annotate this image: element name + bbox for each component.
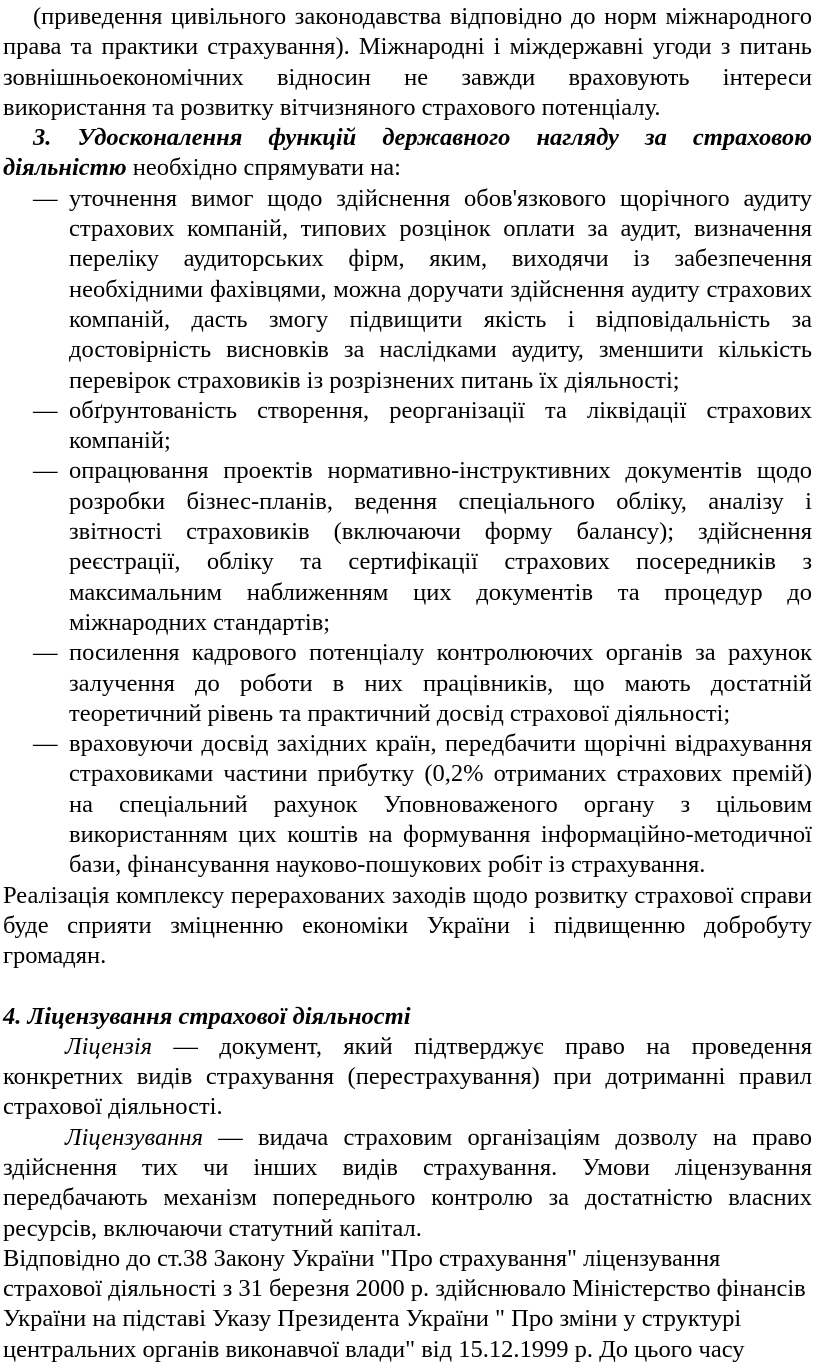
licence-definition-text: — документ, який підтверджує право на проведення конкретних видів страхування (перестрахування) при дотриманні правил страхової діяльності. [3, 1032, 812, 1121]
list-item-text: посилення кадрового потенціалу контролюючих органів за рахунок залучення до роботи в них працівників, що мають достатній теоретичний рівень та практичний досвід страхової діяльності; [69, 639, 812, 727]
law-reference [3, 1244, 812, 1365]
list-item [3, 638, 812, 729]
section3-lead: необхідно спрямувати на: [126, 154, 401, 182]
section4-heading: 4. Ліцензування страхової діяльності [3, 1002, 411, 1030]
dash-marker: — [33, 639, 58, 667]
licensing-definition-text: — видача страховим організаціям дозволу на право здійснення тих чи інших видів страхування. Умови ліцензування передбачають механізм попереднього контролю за достатністю власних ресурсів, включаючи статутний капітал. [3, 1123, 812, 1242]
list-item-text: враховуючи досвід західних країн, передбачити щорічні відрахування страховиками частини прибутку (0,2% отриманих страхових премій) на спеціальний рахунок Уповноваженого органу з цільовим використанням цих коштів на формування інформаційно-методичної бази, фінансування науково-пошукових робіт із страхування. [69, 730, 812, 879]
dash-marker: — [33, 396, 58, 424]
list-item-text: опрацювання проектів нормативно-інструктивних документів щодо розробки бізнес-планів, ведення спеціального обліку, аналізу і звітності страховиків (включаючи форму балансу); здійснення реєстрації, обліку та сертифікації страхових посередників з максимальним наближенням цих документів та процедур до міжнародних стандартів; [69, 457, 812, 636]
list-item [3, 456, 812, 638]
list-item-text: обґрунтованість створення, реорганізації та ліквідації страхових компаній; [69, 396, 812, 455]
licence-definition [3, 1032, 812, 1123]
section3-conclusion: Реалізація комплексу перерахованих заходів щодо розвитку страхової справи буде сприяти зміцненню економіки України і підвищенню добробуту громадян. [3, 881, 812, 970]
law-line: центральних органів виконавчої влади" від 15.12.1999 р. До цього часу [3, 1335, 745, 1363]
law-line: Відповідно до ст.38 Закону України "Про страхування" ліцензування [3, 1244, 721, 1272]
section3-intro [3, 123, 812, 184]
list-item [3, 729, 812, 880]
list-item [3, 396, 812, 457]
dash-marker: — [33, 184, 58, 212]
list-item [3, 184, 812, 396]
law-line: України на підставі Указу Президента України " Про зміни у структурі [3, 1305, 742, 1333]
list-item-text: уточнення вимог щодо здійснення обов'язкового щорічного аудиту страхових компаній, типових розцінок оплати за аудит, визначення переліку аудиторських фірм, яким, виходячи із забезпечення необхідними фахівцями, можна доручати здійснення аудиту страхових компаній, дасть змогу підвищити якість і відповідальність за достовірність висновків за наслідками аудиту, зменшити кількість перевірок страховиків із розрізнених питань їх діяльності; [69, 184, 812, 394]
law-line: страхової діяльності з 31 березня 2000 р. здійснювало Міністерство фінансів [3, 1275, 806, 1303]
intro-paragraph: (приведення цивільного законодавства відповідно до норм міжнародного права та практики страхування). Міжнародні і міждержавні угоди з питань зовнішньоекономічних відносин не завжди враховують інтереси використання та розвитку вітчизняного страхового потенціалу. [3, 3, 812, 121]
section3-list [3, 184, 812, 881]
licensing-term: Ліцензування [65, 1123, 203, 1151]
section-gap [3, 972, 812, 1002]
dash-marker: — [33, 730, 58, 758]
licence-term: Ліцензія [65, 1032, 153, 1060]
licensing-definition [3, 1123, 812, 1244]
dash-marker: — [33, 457, 58, 485]
section3-heading: 3. Удосконалення функцій державного нагляду за страховою діяльністю [3, 124, 812, 182]
